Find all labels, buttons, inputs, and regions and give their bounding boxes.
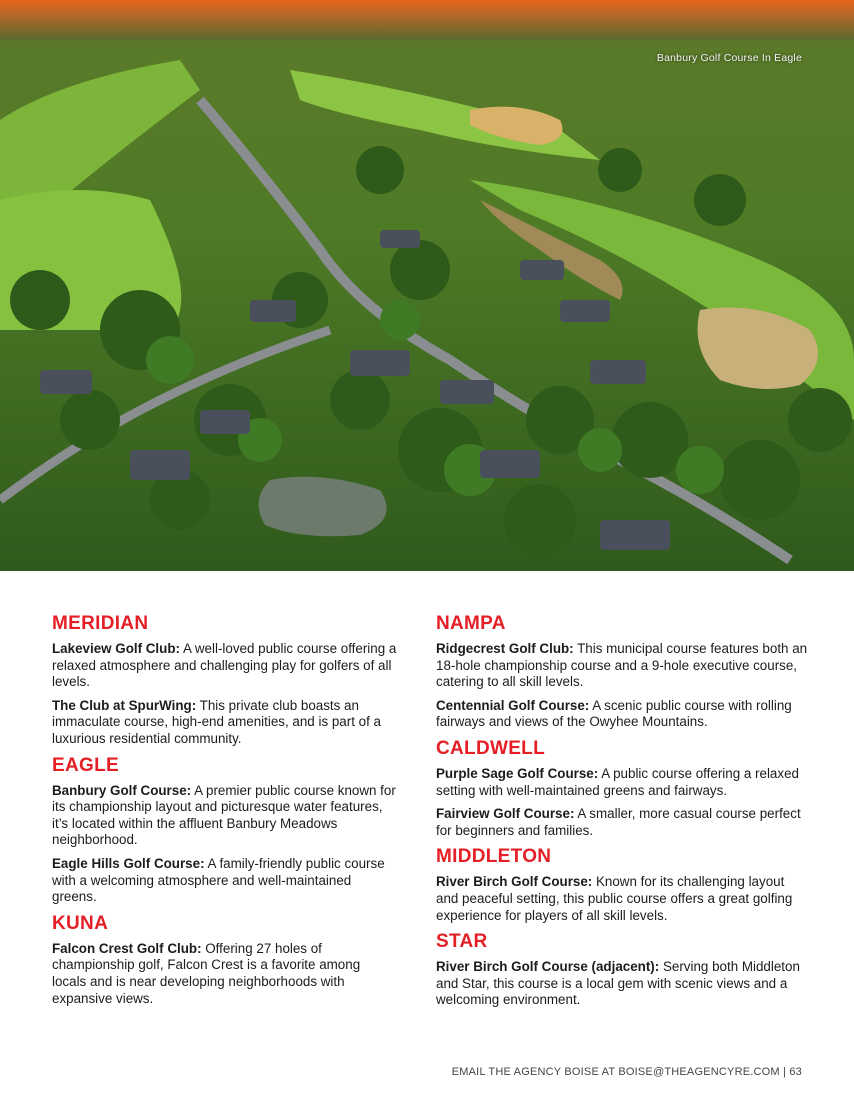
page-footer: EMAIL THE AGENCY BOISE AT BOISE@THEAGENCYRE.COM | 63 (451, 1066, 802, 1078)
region-heading: KUNA (52, 912, 109, 934)
region-heading: MERIDIAN (52, 613, 149, 634)
course-name: River Birch Golf Course (adjacent): (436, 959, 660, 975)
right-column (436, 613, 808, 1016)
course-entry (52, 783, 397, 849)
region-heading: EAGLE (52, 754, 119, 776)
course-name: Purple Sage Golf Course: (436, 765, 599, 781)
course-name: Lakeview Golf Club: (52, 641, 180, 656)
region-star (436, 931, 808, 1009)
course-description: Known for its challenging layout and peaceful setting, this public course offers a great golfing experience for players of all skill levels. (436, 874, 793, 923)
course-entry (436, 959, 808, 1009)
course-name: Centennial Golf Course: (436, 697, 590, 713)
region-nampa (436, 613, 808, 731)
region-caldwell (436, 738, 808, 839)
course-entry (436, 874, 808, 924)
course-entry (52, 698, 397, 748)
course-entry (436, 641, 808, 691)
course-name: Falcon Crest Golf Club: (52, 940, 202, 956)
course-description: A public course offering a relaxed setting with well-maintained greens and fairways. (436, 765, 799, 798)
region-heading: STAR (436, 931, 488, 953)
region-meridian (52, 613, 397, 748)
course-entry (436, 698, 808, 731)
course-description: This private club boasts an immaculate course, high-end amenities, and is part of a luxurious residential community. (52, 697, 381, 746)
region-heading: MIDDLETON (436, 846, 552, 868)
course-name: Eagle Hills Golf Course: (52, 855, 205, 871)
course-entry (52, 941, 397, 1007)
course-entry (436, 766, 808, 799)
course-description: Serving both Middleton and Star, this course is a local gem with scenic views and a welcoming environment. (436, 959, 800, 1008)
course-entry (52, 856, 397, 906)
course-description: This municipal course features both an 18-hole championship course and a 9-hole executive course, catering to all skill levels. (436, 641, 808, 690)
course-name: River Birch Golf Course: (436, 874, 593, 890)
course-description: A family-friendly public course with a welcoming atmosphere and well-maintained greens. (52, 855, 385, 905)
region-heading: CALDWELL (436, 737, 545, 759)
course-name: Ridgecrest Golf Club: (436, 641, 574, 656)
region-kuna (52, 913, 397, 1007)
region-heading: NAMPA (436, 613, 506, 634)
course-name: Banbury Golf Course: (52, 782, 192, 798)
course-entry (52, 641, 397, 691)
course-entry (436, 806, 808, 839)
course-description: A smaller, more casual course perfect for beginners and families. (436, 806, 801, 838)
region-eagle (52, 755, 397, 906)
course-description: A well-loved public course offering a relaxed atmosphere and challenging play for golfers of all levels. (52, 641, 397, 690)
photo-caption: Banbury Golf Course In Eagle (656, 52, 802, 64)
left-column (52, 613, 397, 1014)
course-description: A scenic public course with rolling fairways and views of the Owyhee Mountains. (436, 697, 792, 730)
course-description: Offering 27 holes of championship golf, Falcon Crest is a favorite among locals and is near developing neighborhoods with expansive views. (52, 940, 361, 1006)
region-middleton (436, 846, 808, 924)
course-name: The Club at SpurWing: (52, 697, 197, 713)
course-name: Fairview Golf Course: (436, 806, 575, 822)
course-description: A premier public course known for its championship layout and picturesque water features, it’s located within the affluent Banbury Meadows neighborhood. (52, 782, 396, 848)
